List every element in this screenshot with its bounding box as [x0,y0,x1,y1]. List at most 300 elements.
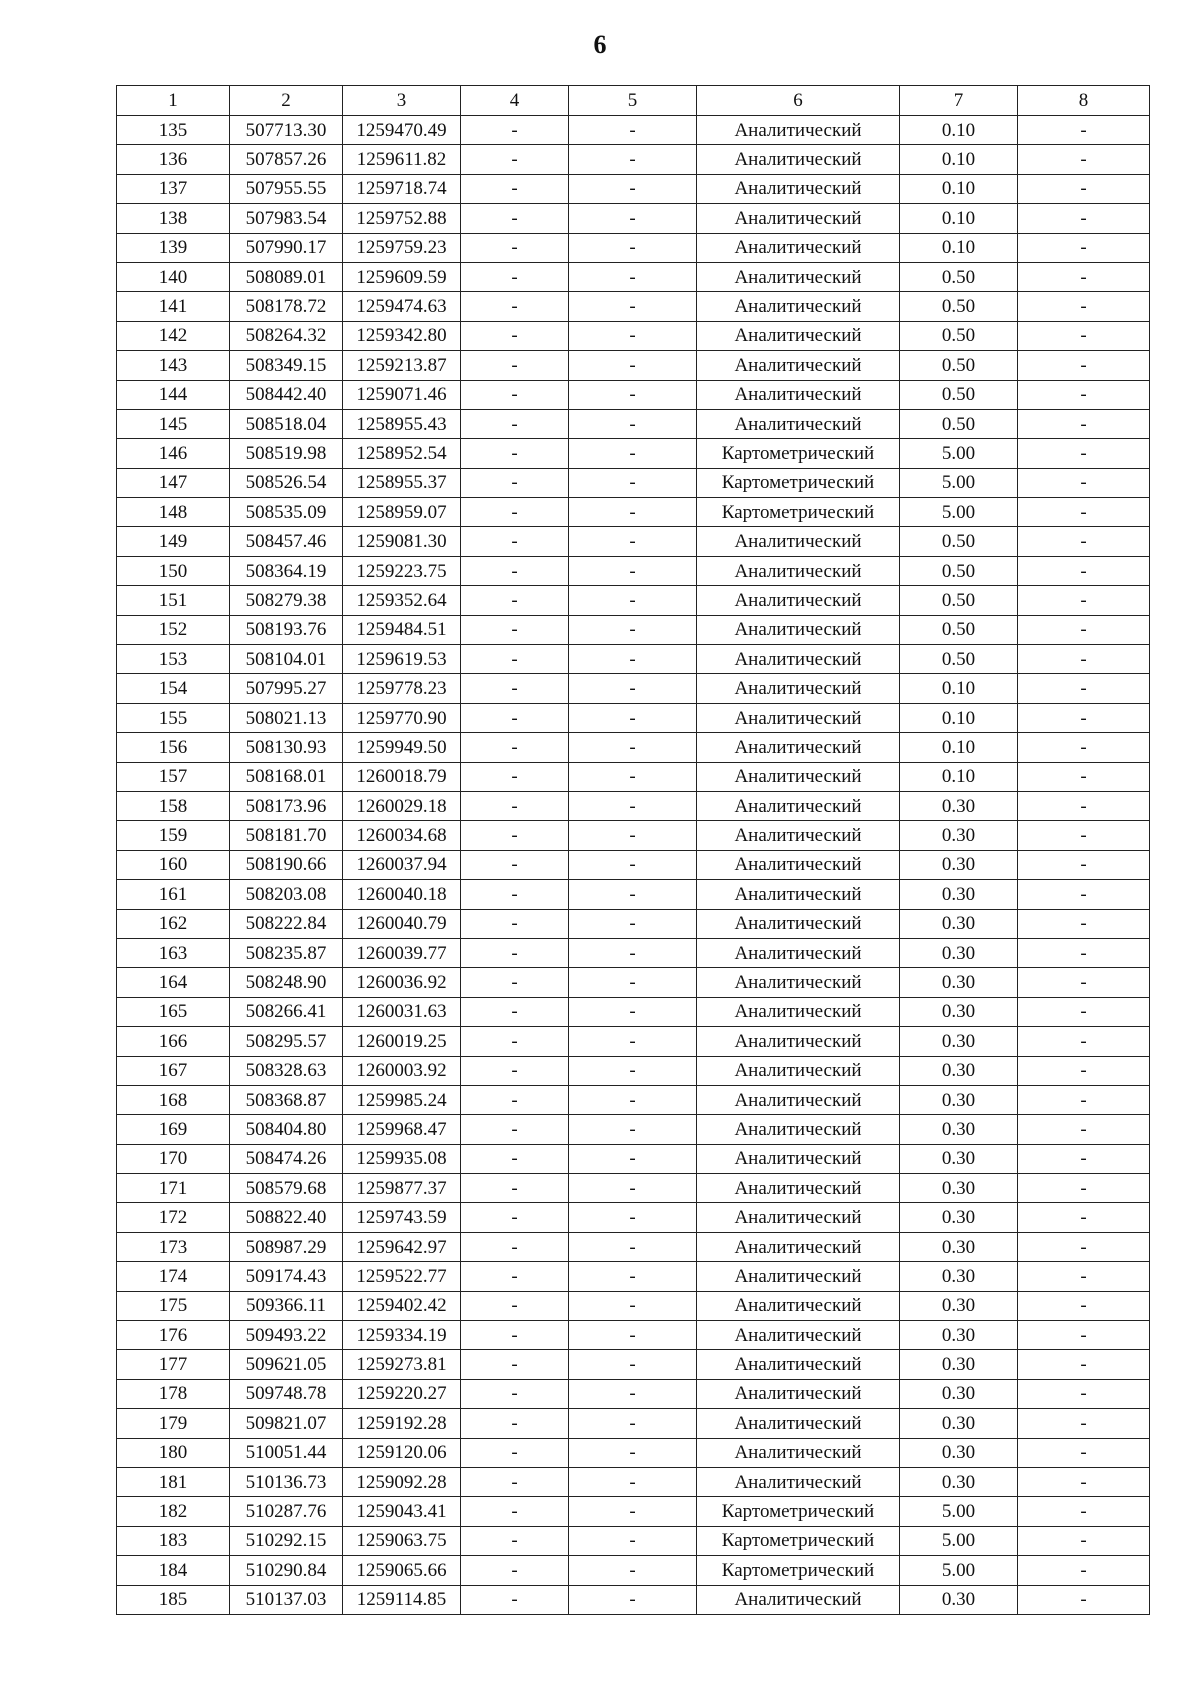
column-header-2: 2 [230,86,343,116]
table-cell-col-3: 1260040.18 [343,880,461,909]
table-cell-col-4: - [461,821,569,850]
table-cell-col-3: 1260018.79 [343,762,461,791]
table-cell-col-6: Аналитический [697,703,900,732]
table-cell-col-1: 177 [117,1350,230,1379]
table-cell-col-3: 1258955.43 [343,409,461,438]
table-cell-col-3: 1260040.79 [343,909,461,938]
table-cell-col-1: 180 [117,1438,230,1467]
table-cell-col-8: - [1018,116,1150,145]
table-cell-col-1: 146 [117,439,230,468]
table-cell-col-4: - [461,204,569,233]
table-cell-col-7: 0.30 [900,1085,1018,1114]
table-cell-col-4: - [461,556,569,585]
table-row [117,615,1150,644]
table-cell-col-5: - [569,321,697,350]
table-cell-col-4: - [461,674,569,703]
table-cell-col-5: - [569,409,697,438]
table-cell-col-3: 1260029.18 [343,791,461,820]
table-cell-col-7: 5.00 [900,498,1018,527]
table-cell-col-3: 1259642.97 [343,1232,461,1261]
table-cell-col-7: 0.10 [900,145,1018,174]
table-cell-col-8: - [1018,1115,1150,1144]
table-cell-col-4: - [461,1409,569,1438]
table-cell-col-4: - [461,351,569,380]
table-cell-col-3: 1260031.63 [343,997,461,1026]
table-cell-col-4: - [461,1056,569,1085]
table-cell-col-1: 178 [117,1379,230,1408]
table-cell-col-2: 508457.46 [230,527,343,556]
table-cell-col-8: - [1018,1438,1150,1467]
table-cell-col-7: 0.50 [900,645,1018,674]
table-row [117,1027,1150,1056]
table-cell-col-1: 165 [117,997,230,1026]
table-cell-col-4: - [461,1174,569,1203]
table-cell-col-5: - [569,1467,697,1496]
table-cell-col-5: - [569,762,697,791]
table-cell-col-6: Картометрический [697,439,900,468]
table-cell-col-1: 158 [117,791,230,820]
table-cell-col-7: 0.10 [900,703,1018,732]
table-cell-col-4: - [461,1232,569,1261]
table-row [117,1085,1150,1114]
table-cell-col-5: - [569,116,697,145]
table-cell-col-7: 5.00 [900,1556,1018,1585]
table-cell-col-8: - [1018,1556,1150,1585]
table-cell-col-7: 0.30 [900,997,1018,1026]
table-row [117,1556,1150,1585]
table-cell-col-7: 5.00 [900,1497,1018,1526]
table-cell-col-2: 508822.40 [230,1203,343,1232]
column-header-5: 5 [569,86,697,116]
table-cell-col-1: 179 [117,1409,230,1438]
table-cell-col-5: - [569,498,697,527]
table-cell-col-7: 5.00 [900,1526,1018,1555]
table-cell-col-1: 185 [117,1585,230,1614]
table-cell-col-5: - [569,439,697,468]
table-row [117,1115,1150,1144]
table-cell-col-1: 156 [117,733,230,762]
table-cell-col-7: 0.10 [900,174,1018,203]
table-row [117,880,1150,909]
table-cell-col-1: 144 [117,380,230,409]
table-cell-col-6: Аналитический [697,615,900,644]
table-cell-col-7: 0.10 [900,762,1018,791]
table-cell-col-4: - [461,116,569,145]
table-cell-col-3: 1259065.66 [343,1556,461,1585]
table-cell-col-2: 508089.01 [230,262,343,291]
table-cell-col-3: 1259273.81 [343,1350,461,1379]
table-cell-col-3: 1258959.07 [343,498,461,527]
table-row [117,321,1150,350]
coordinates-table [116,85,1150,1615]
table-cell-col-6: Картометрический [697,1497,900,1526]
table-cell-col-2: 508178.72 [230,292,343,321]
column-header-7: 7 [900,86,1018,116]
table-cell-col-8: - [1018,1291,1150,1320]
table-cell-col-2: 508203.08 [230,880,343,909]
table-cell-col-3: 1260003.92 [343,1056,461,1085]
table-cell-col-1: 136 [117,145,230,174]
table-row [117,821,1150,850]
table-cell-col-7: 0.30 [900,850,1018,879]
table-cell-col-2: 508364.19 [230,556,343,585]
table-cell-col-6: Аналитический [697,1291,900,1320]
table-cell-col-2: 508181.70 [230,821,343,850]
table-row [117,439,1150,468]
table-cell-col-6: Аналитический [697,1232,900,1261]
table-cell-col-5: - [569,1291,697,1320]
table-cell-col-5: - [569,645,697,674]
table-cell-col-4: - [461,1027,569,1056]
table-cell-col-7: 0.50 [900,615,1018,644]
table-cell-col-1: 184 [117,1556,230,1585]
table-cell-col-7: 0.30 [900,1174,1018,1203]
table-row [117,1232,1150,1261]
table-cell-col-6: Аналитический [697,1467,900,1496]
table-cell-col-7: 0.30 [900,1203,1018,1232]
table-cell-col-1: 162 [117,909,230,938]
table-cell-col-6: Аналитический [697,1115,900,1144]
table-cell-col-3: 1259220.27 [343,1379,461,1408]
table-cell-col-4: - [461,880,569,909]
table-cell-col-8: - [1018,145,1150,174]
table-cell-col-5: - [569,1232,697,1261]
table-cell-col-2: 508349.15 [230,351,343,380]
table-row [117,174,1150,203]
table-cell-col-2: 510292.15 [230,1526,343,1555]
table-cell-col-6: Аналитический [697,1174,900,1203]
table-cell-col-2: 508104.01 [230,645,343,674]
table-cell-col-8: - [1018,880,1150,909]
table-cell-col-2: 507955.55 [230,174,343,203]
table-row [117,1291,1150,1320]
table-cell-col-6: Аналитический [697,850,900,879]
table-cell-col-5: - [569,1027,697,1056]
table-cell-col-1: 135 [117,116,230,145]
table-row [117,351,1150,380]
table-cell-col-6: Аналитический [697,527,900,556]
table-cell-col-2: 507857.26 [230,145,343,174]
table-cell-col-7: 0.30 [900,791,1018,820]
table-cell-col-6: Аналитический [697,1409,900,1438]
table-cell-col-1: 159 [117,821,230,850]
table-cell-col-1: 164 [117,968,230,997]
table-cell-col-8: - [1018,968,1150,997]
table-cell-col-2: 508404.80 [230,1115,343,1144]
table-cell-col-1: 154 [117,674,230,703]
table-row [117,938,1150,967]
table-cell-col-3: 1259213.87 [343,351,461,380]
table-cell-col-3: 1259402.42 [343,1291,461,1320]
table-cell-col-8: - [1018,1526,1150,1555]
table-cell-col-2: 509748.78 [230,1379,343,1408]
table-cell-col-1: 174 [117,1262,230,1291]
table-cell-col-4: - [461,1115,569,1144]
table-cell-col-6: Аналитический [697,1438,900,1467]
table-cell-col-2: 508266.41 [230,997,343,1026]
table-row [117,703,1150,732]
table-cell-col-2: 508518.04 [230,409,343,438]
table-cell-col-5: - [569,1556,697,1585]
table-cell-col-7: 0.50 [900,380,1018,409]
table-cell-col-5: - [569,821,697,850]
table-cell-col-3: 1259609.59 [343,262,461,291]
table-cell-col-6: Картометрический [697,468,900,497]
table-cell-col-4: - [461,1350,569,1379]
table-cell-col-3: 1259752.88 [343,204,461,233]
table-cell-col-6: Аналитический [697,586,900,615]
table-cell-col-4: - [461,468,569,497]
table-cell-col-7: 0.10 [900,116,1018,145]
table-cell-col-6: Аналитический [697,233,900,262]
table-cell-col-8: - [1018,1232,1150,1261]
table-cell-col-7: 0.30 [900,909,1018,938]
table-cell-col-5: - [569,1262,697,1291]
table-cell-col-5: - [569,703,697,732]
table-cell-col-3: 1259352.64 [343,586,461,615]
table-cell-col-4: - [461,733,569,762]
table-cell-col-3: 1259474.63 [343,292,461,321]
table-cell-col-1: 140 [117,262,230,291]
table-cell-col-8: - [1018,204,1150,233]
table-cell-col-6: Аналитический [697,645,900,674]
table-cell-col-6: Аналитический [697,968,900,997]
table-row [117,262,1150,291]
table-cell-col-2: 508328.63 [230,1056,343,1085]
table-cell-col-1: 181 [117,1467,230,1496]
table-cell-col-1: 155 [117,703,230,732]
table-cell-col-5: - [569,1115,697,1144]
table-cell-col-1: 157 [117,762,230,791]
table-cell-col-5: - [569,1379,697,1408]
table-cell-col-1: 173 [117,1232,230,1261]
table-cell-col-5: - [569,997,697,1026]
table-cell-col-1: 183 [117,1526,230,1555]
table-row [117,997,1150,1026]
table-row [117,1321,1150,1350]
table-cell-col-5: - [569,292,697,321]
table-cell-col-8: - [1018,556,1150,585]
table-cell-col-2: 508279.38 [230,586,343,615]
table-cell-col-6: Аналитический [697,1085,900,1114]
table-cell-col-8: - [1018,909,1150,938]
table-cell-col-5: - [569,968,697,997]
table-row [117,674,1150,703]
table-cell-col-6: Аналитический [697,821,900,850]
table-cell-col-8: - [1018,380,1150,409]
table-cell-col-2: 507990.17 [230,233,343,262]
table-cell-col-4: - [461,1585,569,1614]
table-cell-col-8: - [1018,527,1150,556]
table-cell-col-5: - [569,204,697,233]
table-cell-col-7: 0.10 [900,233,1018,262]
table-cell-col-5: - [569,1409,697,1438]
table-cell-col-8: - [1018,1585,1150,1614]
table-cell-col-8: - [1018,1174,1150,1203]
table-cell-col-2: 508248.90 [230,968,343,997]
table-cell-col-3: 1259071.46 [343,380,461,409]
page-number: 6 [593,30,607,59]
table-row [117,380,1150,409]
table-cell-col-2: 507995.27 [230,674,343,703]
table-cell-col-2: 508442.40 [230,380,343,409]
table-cell-col-8: - [1018,1144,1150,1173]
table-cell-col-5: - [569,615,697,644]
table-cell-col-5: - [569,1585,697,1614]
table-row [117,1262,1150,1291]
table-cell-col-5: - [569,1144,697,1173]
table-cell-col-4: - [461,1291,569,1320]
table-cell-col-6: Аналитический [697,262,900,291]
table-cell-col-7: 0.50 [900,556,1018,585]
table-cell-col-2: 508579.68 [230,1174,343,1203]
table-cell-col-4: - [461,850,569,879]
table-cell-col-8: - [1018,439,1150,468]
table-cell-col-4: - [461,909,569,938]
table-cell-col-3: 1259192.28 [343,1409,461,1438]
table-cell-col-7: 0.30 [900,1291,1018,1320]
table-cell-col-4: - [461,498,569,527]
table-cell-col-7: 0.30 [900,1321,1018,1350]
table-cell-col-4: - [461,645,569,674]
table-cell-col-3: 1260034.68 [343,821,461,850]
table-cell-col-7: 0.30 [900,1262,1018,1291]
table-cell-col-1: 139 [117,233,230,262]
table-cell-col-6: Аналитический [697,997,900,1026]
table-cell-col-8: - [1018,1027,1150,1056]
table-cell-col-5: - [569,1321,697,1350]
table-cell-col-3: 1259484.51 [343,615,461,644]
table-cell-col-8: - [1018,1321,1150,1350]
table-cell-col-1: 172 [117,1203,230,1232]
table-cell-col-6: Аналитический [697,174,900,203]
table-cell-col-1: 147 [117,468,230,497]
table-cell-col-4: - [461,791,569,820]
table-cell-col-6: Аналитический [697,1350,900,1379]
table-cell-col-5: - [569,468,697,497]
table-cell-col-2: 508368.87 [230,1085,343,1114]
table-cell-col-7: 0.30 [900,1409,1018,1438]
table-cell-col-3: 1258952.54 [343,439,461,468]
table-cell-col-6: Аналитический [697,1027,900,1056]
table-cell-col-1: 137 [117,174,230,203]
table-cell-col-1: 170 [117,1144,230,1173]
header-row [117,86,1150,116]
table-cell-col-6: Аналитический [697,1056,900,1085]
table-cell-col-4: - [461,439,569,468]
table-cell-col-1: 150 [117,556,230,585]
table-row [117,1467,1150,1496]
column-header-6: 6 [697,86,900,116]
table-row [117,586,1150,615]
table-cell-col-8: - [1018,762,1150,791]
table-row [117,233,1150,262]
table-cell-col-8: - [1018,468,1150,497]
table-cell-col-4: - [461,174,569,203]
table-cell-col-5: - [569,1174,697,1203]
table-cell-col-4: - [461,321,569,350]
table-cell-col-5: - [569,1056,697,1085]
table-cell-col-2: 508295.57 [230,1027,343,1056]
table-cell-col-7: 0.30 [900,1232,1018,1261]
table-row [117,645,1150,674]
table-row [117,909,1150,938]
table-cell-col-8: - [1018,174,1150,203]
table-cell-col-8: - [1018,733,1150,762]
table-cell-col-5: - [569,380,697,409]
table-cell-col-7: 0.30 [900,1056,1018,1085]
table-cell-col-6: Картометрический [697,498,900,527]
table-cell-col-4: - [461,380,569,409]
table-row [117,1497,1150,1526]
table-cell-col-7: 0.30 [900,1585,1018,1614]
table-cell-col-6: Аналитический [697,880,900,909]
table-cell-col-7: 0.30 [900,1379,1018,1408]
table-cell-col-7: 0.10 [900,674,1018,703]
table-cell-col-2: 510136.73 [230,1467,343,1496]
table-row [117,1056,1150,1085]
table-cell-col-3: 1259935.08 [343,1144,461,1173]
table-cell-col-8: - [1018,1203,1150,1232]
table-cell-col-1: 138 [117,204,230,233]
table-cell-col-8: - [1018,821,1150,850]
table-cell-col-5: - [569,527,697,556]
table-cell-col-4: - [461,1556,569,1585]
table-cell-col-8: - [1018,938,1150,967]
table-cell-col-5: - [569,233,697,262]
column-header-8: 8 [1018,86,1150,116]
table-cell-col-6: Аналитический [697,938,900,967]
table-row [117,116,1150,145]
table-cell-col-6: Картометрический [697,1556,900,1585]
table-cell-col-2: 509821.07 [230,1409,343,1438]
table-cell-col-8: - [1018,321,1150,350]
table-cell-col-5: - [569,850,697,879]
table-cell-col-6: Аналитический [697,145,900,174]
table-cell-col-8: - [1018,233,1150,262]
table-cell-col-8: - [1018,1262,1150,1291]
table-cell-col-7: 0.50 [900,292,1018,321]
table-cell-col-2: 508519.98 [230,439,343,468]
table-cell-col-7: 0.30 [900,1350,1018,1379]
table-row [117,1174,1150,1203]
table-cell-col-5: - [569,556,697,585]
table-cell-col-3: 1259092.28 [343,1467,461,1496]
table-row [117,850,1150,879]
table-cell-col-6: Аналитический [697,556,900,585]
table-cell-col-4: - [461,1203,569,1232]
table-body [117,116,1150,1615]
table-cell-col-6: Аналитический [697,909,900,938]
table-row [117,1409,1150,1438]
table-cell-col-1: 168 [117,1085,230,1114]
table-cell-col-1: 151 [117,586,230,615]
table-cell-col-4: - [461,262,569,291]
table-cell-col-5: - [569,1350,697,1379]
table-cell-col-4: - [461,527,569,556]
table-row [117,145,1150,174]
table-cell-col-3: 1260037.94 [343,850,461,879]
table-cell-col-7: 0.30 [900,1027,1018,1056]
table-cell-col-7: 0.10 [900,204,1018,233]
table-cell-col-6: Аналитический [697,409,900,438]
table-cell-col-7: 0.50 [900,321,1018,350]
table-cell-col-1: 166 [117,1027,230,1056]
table-cell-col-6: Аналитический [697,116,900,145]
table-cell-col-7: 5.00 [900,439,1018,468]
table-cell-col-8: - [1018,1497,1150,1526]
table-cell-col-2: 507713.30 [230,116,343,145]
